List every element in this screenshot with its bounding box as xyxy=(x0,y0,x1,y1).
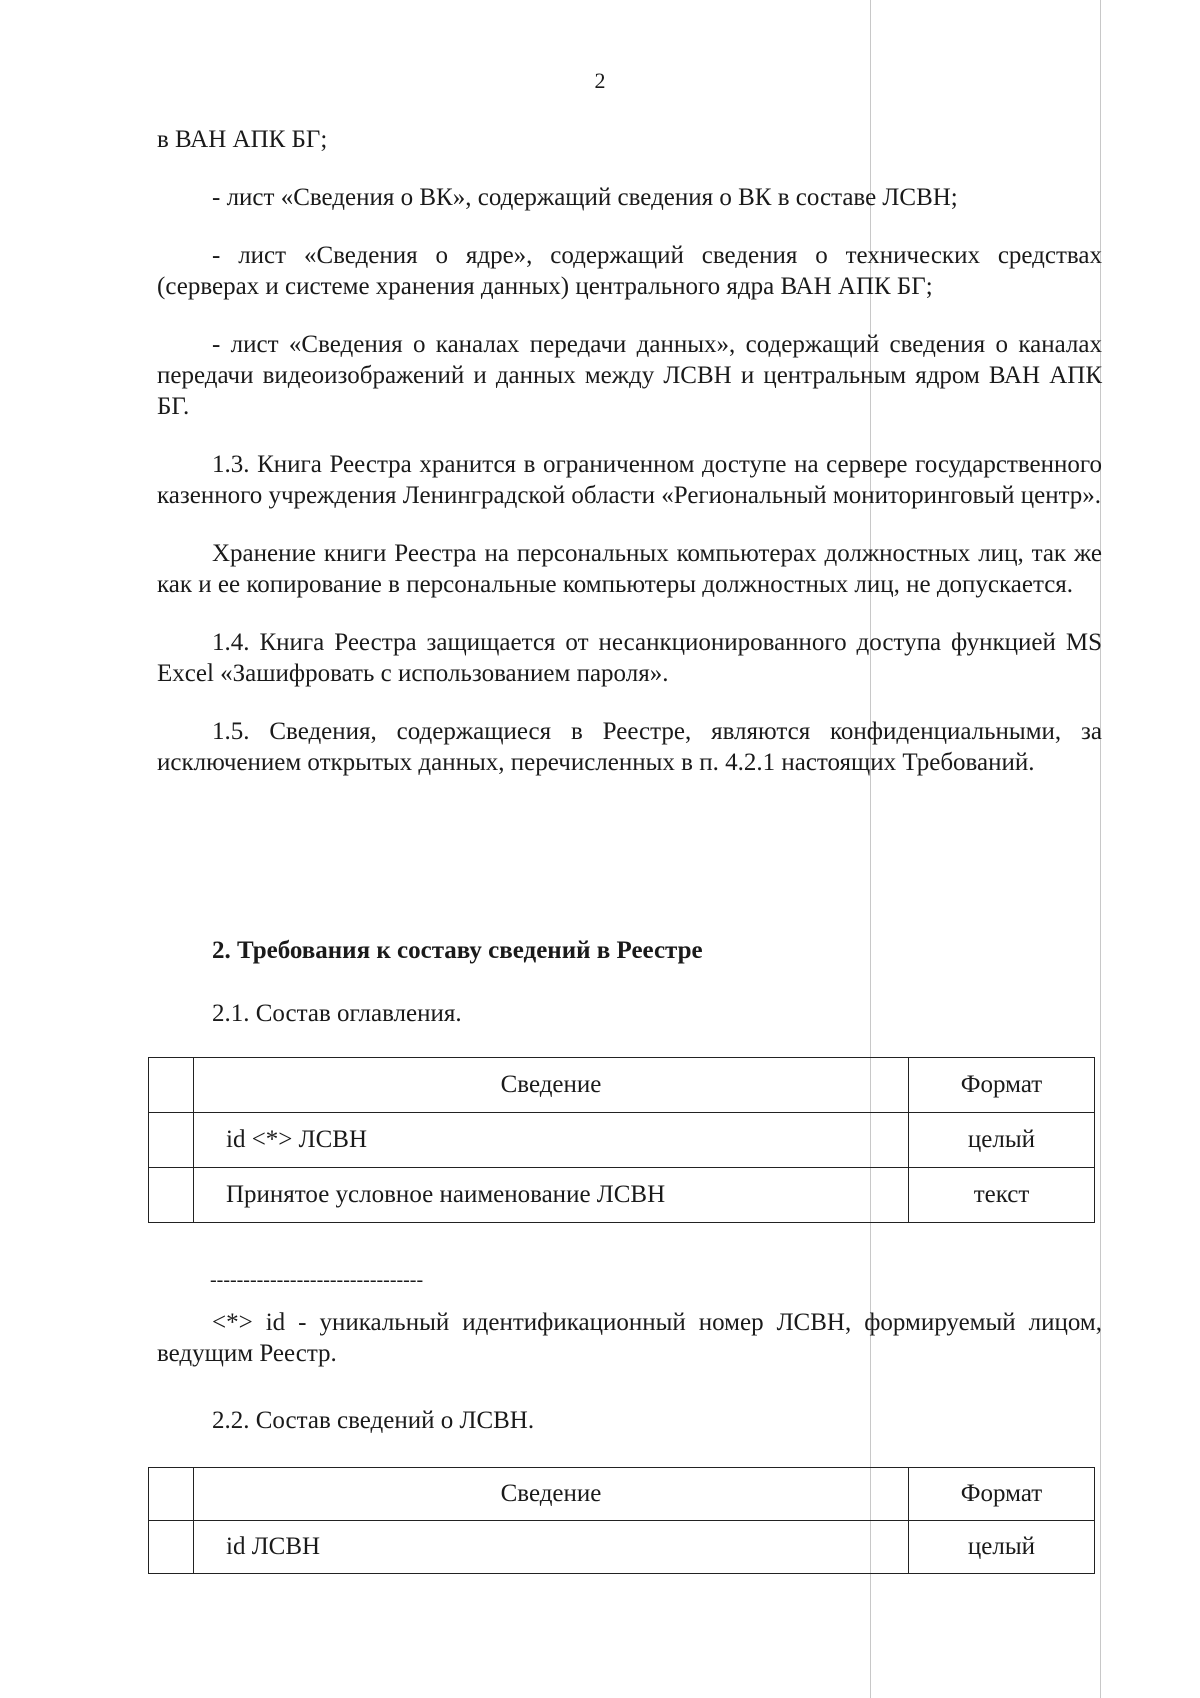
paragraph: - лист «Сведения о ядре», содержащий сведения о технических средствах (серверах и системе хранения данных) центрального ядра ВАН АПК БГ; xyxy=(157,242,1102,300)
table-row xyxy=(149,1168,1095,1223)
section-heading: 2. Требования к составу сведений в Реестре xyxy=(212,937,703,964)
table-header-format: Формат xyxy=(909,1468,1095,1521)
table-cell-number xyxy=(149,1113,194,1168)
table-cell-number xyxy=(149,1058,194,1113)
table-header-info: Сведение xyxy=(194,1468,909,1521)
subsection-block xyxy=(157,1405,1102,1436)
table-header-row xyxy=(149,1468,1095,1521)
body-text-top xyxy=(157,124,1102,778)
table-lsvn-info xyxy=(148,1467,1095,1574)
footnote-block xyxy=(157,1307,1102,1369)
paragraph: - лист «Сведения о ВК», содержащий сведения о ВК в составе ЛСВН; xyxy=(212,184,958,211)
page-number: 2 xyxy=(594,68,606,93)
table-cell-info: id <*> ЛСВН xyxy=(194,1113,909,1168)
table-cell-info: Принятое условное наименование ЛСВН xyxy=(194,1168,909,1223)
table-row xyxy=(149,1521,1095,1574)
table-cell-format: текст xyxy=(909,1168,1095,1223)
subsection-block xyxy=(157,998,1102,1029)
footnote-rule: -------------------------------- xyxy=(210,1269,424,1291)
paragraph: - лист «Сведения о каналах передачи данных», содержащий сведения о каналах передачи видеоизображений и данных между ЛСВН и центральным ядром ВАН АПК БГ. xyxy=(157,331,1102,420)
paragraph: 1.3. Книга Реестра хранится в ограниченном доступе на сервере государственного казенного учреждения Ленинградской области «Региональный мониторинговый центр». xyxy=(157,451,1102,509)
paragraph: 1.5. Сведения, содержащиеся в Реестре, являются конфиденциальными, за исключением открытых данных, перечисленных в п. 4.2.1 настоящих Требований. xyxy=(157,718,1102,776)
table-contents xyxy=(148,1057,1095,1223)
paragraph: Хранение книги Реестра на персональных компьютерах должностных лиц, так же как и ее копирование в персональные компьютеры должностных лиц, не допускается. xyxy=(157,540,1102,598)
paragraph: в ВАН АПК БГ; xyxy=(157,126,328,153)
table-cell-number xyxy=(149,1468,194,1521)
table-row xyxy=(149,1113,1095,1168)
table-cell-number xyxy=(149,1521,194,1574)
table-header-format: Формат xyxy=(909,1058,1095,1113)
section-heading-block xyxy=(157,935,1102,966)
subsection-title: 2.1. Состав оглавления. xyxy=(212,1000,462,1027)
subsection-title: 2.2. Состав сведений о ЛСВН. xyxy=(212,1407,535,1434)
table-header-row xyxy=(149,1058,1095,1113)
table-cell-number xyxy=(149,1168,194,1223)
footnote-text: <*> id - уникальный идентификационный номер ЛСВН, формируемый лицом, ведущим Реестр. xyxy=(157,1309,1102,1367)
table-cell-info: id ЛСВН xyxy=(194,1521,909,1574)
paragraph: 1.4. Книга Реестра защищается от несанкционированного доступа функцией MS Excel «Зашифровать с использованием пароля». xyxy=(157,629,1102,687)
table-cell-format: целый xyxy=(909,1113,1095,1168)
table-header-info: Сведение xyxy=(194,1058,909,1113)
table-cell-format: целый xyxy=(909,1521,1095,1574)
